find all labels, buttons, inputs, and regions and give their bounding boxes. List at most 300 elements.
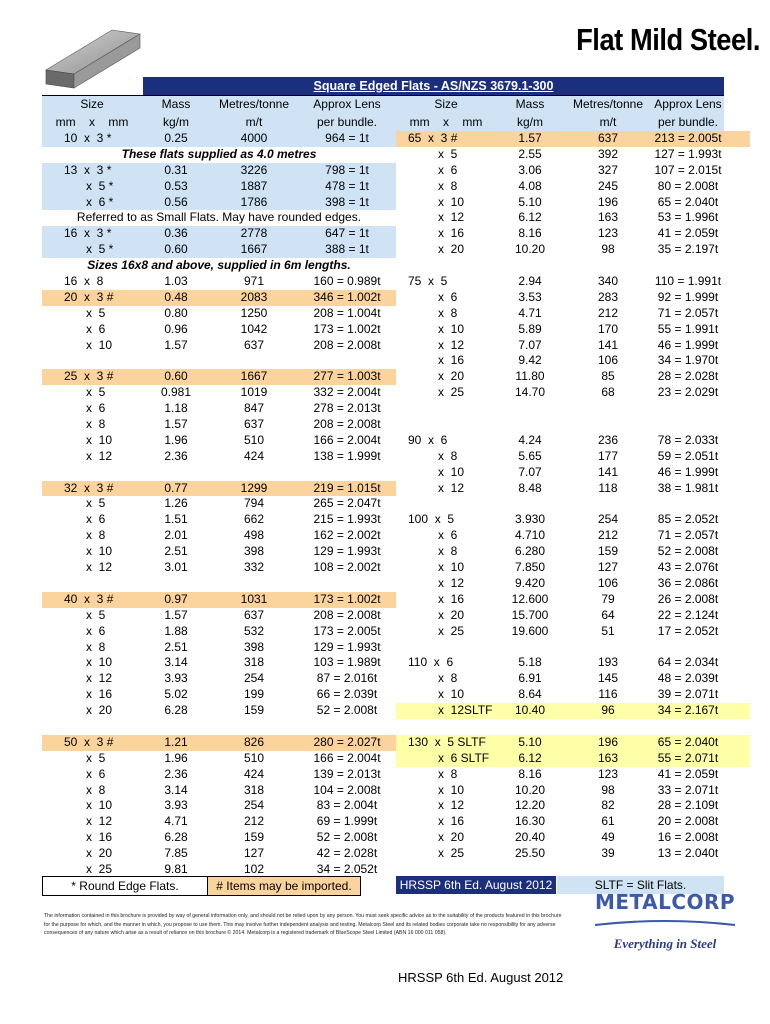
metres-cell: 177 bbox=[597, 448, 619, 463]
lens-cell: 66 = 2.039t bbox=[316, 687, 378, 702]
mass-cell: 3.53 bbox=[518, 289, 542, 304]
metres-cell: 39 bbox=[601, 846, 615, 861]
size-cell: x 10 bbox=[86, 655, 113, 670]
size-cell: x 12 bbox=[438, 798, 465, 813]
size-cell: x 8 bbox=[438, 448, 458, 463]
metres-cell: 116 bbox=[598, 687, 618, 702]
size-cell: x 6 bbox=[86, 401, 106, 416]
header-metres-unit: m/t bbox=[245, 115, 263, 129]
size-cell: x 6 bbox=[438, 528, 458, 543]
lens-cell: 48 = 2.039t bbox=[657, 671, 719, 686]
table-row bbox=[42, 481, 396, 497]
lens-cell: 173 = 1.002t bbox=[313, 321, 381, 336]
lens-cell: 107 = 2.015t bbox=[654, 162, 722, 177]
table-row bbox=[42, 274, 396, 290]
lens-cell: 265 = 2.047t bbox=[313, 496, 381, 511]
size-cell: x 8 bbox=[438, 305, 458, 320]
lens-cell: 129 = 1.993t bbox=[313, 544, 381, 559]
table-row bbox=[396, 290, 750, 306]
metres-cell: 163 bbox=[597, 750, 619, 765]
mass-cell: 2.55 bbox=[518, 146, 542, 161]
lens-cell: 26 = 2.008t bbox=[657, 591, 719, 606]
metres-cell: 1887 bbox=[240, 178, 268, 193]
size-cell: x 12 bbox=[438, 575, 465, 590]
lens-cell: 173 = 2.005t bbox=[313, 623, 381, 638]
lens-cell: 139 = 2.013t bbox=[313, 766, 381, 781]
mass-cell: 1.18 bbox=[164, 401, 188, 416]
lens-cell: 173 = 1.002t bbox=[313, 591, 381, 606]
logo-tagline: Everything in Steel bbox=[613, 936, 717, 951]
lens-cell: 52 = 2.008t bbox=[657, 544, 719, 559]
table-row bbox=[42, 512, 396, 528]
mass-cell: 1.57 bbox=[164, 417, 188, 432]
size-cell: x 10 bbox=[438, 464, 465, 479]
lens-cell: 16 = 2.008t bbox=[657, 830, 719, 845]
mass-cell: 7.07 bbox=[518, 337, 542, 352]
metres-cell: 245 bbox=[597, 178, 619, 193]
size-cell: x 6 SLTF bbox=[438, 750, 490, 765]
table-title-bar: Square Edged Flats - AS/NZS 3679.1-300 bbox=[143, 77, 724, 95]
lens-cell: 798 = 1t bbox=[325, 162, 369, 177]
table-header bbox=[42, 95, 724, 133]
header-mass: Mass bbox=[515, 97, 545, 111]
table-row bbox=[42, 798, 396, 814]
note-text: Referred to as Small Flats. May have rounded edges. bbox=[76, 210, 362, 225]
table-row bbox=[42, 608, 396, 624]
lens-cell: 208 = 1.004t bbox=[313, 305, 381, 320]
metres-cell: 662 bbox=[243, 512, 265, 527]
lens-cell: 478 = 1t bbox=[325, 178, 369, 193]
table-row bbox=[396, 846, 750, 862]
lens-cell: 398 = 1t bbox=[325, 194, 369, 209]
metres-cell: 327 bbox=[597, 162, 619, 177]
metres-cell: 236 bbox=[597, 432, 619, 447]
table-row bbox=[42, 417, 396, 433]
table-row bbox=[396, 449, 750, 465]
table-row bbox=[396, 560, 750, 576]
table-spacer-row bbox=[396, 258, 750, 274]
size-cell: x 20 bbox=[438, 607, 465, 622]
mass-cell: 11.80 bbox=[515, 369, 545, 384]
mass-cell: 5.02 bbox=[164, 687, 188, 702]
metres-cell: 254 bbox=[597, 512, 619, 527]
lens-cell: 55 = 2.071t bbox=[657, 750, 719, 765]
size-cell: x 10 bbox=[438, 782, 465, 797]
mass-cell: 1.51 bbox=[164, 512, 188, 527]
table-row bbox=[396, 322, 750, 338]
table-row bbox=[396, 830, 750, 846]
size-cell: x 20 bbox=[438, 369, 465, 384]
metres-cell: 98 bbox=[601, 242, 615, 257]
table-row bbox=[42, 163, 396, 179]
metres-cell: 212 bbox=[243, 814, 265, 829]
size-cell: x 6 bbox=[438, 162, 458, 177]
metres-cell: 159 bbox=[243, 703, 265, 718]
table-row bbox=[396, 751, 750, 767]
table-spacer-row bbox=[42, 353, 396, 369]
size-cell: x 6 bbox=[86, 512, 106, 527]
table-row bbox=[42, 814, 396, 830]
table-row bbox=[396, 306, 750, 322]
mass-cell: 2.01 bbox=[164, 528, 188, 543]
mass-cell: 2.36 bbox=[164, 766, 188, 781]
size-cell: x 12 bbox=[86, 560, 113, 575]
size-cell: x 12 bbox=[86, 671, 113, 686]
mass-cell: 12.20 bbox=[514, 798, 546, 813]
metres-cell: 141 bbox=[597, 464, 619, 479]
table-spacer-row bbox=[42, 576, 396, 592]
lens-cell: 83 = 2.004t bbox=[316, 798, 378, 813]
metres-cell: 318 bbox=[243, 655, 265, 670]
header-metres: Metres/tonne bbox=[572, 97, 644, 111]
lens-cell: 108 = 2.002t bbox=[313, 560, 381, 575]
mass-cell: 8.64 bbox=[518, 687, 542, 702]
lens-cell: 215 = 1.993t bbox=[313, 512, 381, 527]
size-cell: x 8 bbox=[438, 544, 458, 559]
table-row bbox=[42, 131, 396, 147]
metres-cell: 392 bbox=[597, 146, 619, 161]
lens-cell: 55 = 1.991t bbox=[657, 321, 719, 336]
size-cell: 25 x 3 # bbox=[64, 369, 114, 384]
metres-cell: 637 bbox=[243, 607, 265, 622]
mass-cell: 4.24 bbox=[518, 432, 542, 447]
metres-cell: 159 bbox=[597, 544, 619, 559]
mass-cell: 5.89 bbox=[518, 321, 542, 336]
mass-cell: 20.40 bbox=[514, 830, 546, 845]
metres-cell: 193 bbox=[597, 655, 619, 670]
mass-cell: 8.16 bbox=[518, 766, 542, 781]
lens-cell: 127 = 1.993t bbox=[654, 146, 722, 161]
mass-cell: 1.26 bbox=[164, 496, 188, 511]
lens-cell: 71 = 2.057t bbox=[657, 528, 719, 543]
table-row bbox=[42, 322, 396, 338]
size-cell: x 12 bbox=[438, 337, 465, 352]
size-cell: x 10 bbox=[86, 544, 113, 559]
footer-imported-note: # Items may be imported. bbox=[207, 876, 361, 896]
metres-cell: 82 bbox=[601, 798, 615, 813]
table-row bbox=[396, 592, 750, 608]
table-row bbox=[42, 290, 396, 306]
metres-cell: 398 bbox=[243, 544, 265, 559]
mass-cell: 10.40 bbox=[514, 703, 546, 718]
table-row bbox=[42, 496, 396, 512]
mass-cell: 1.57 bbox=[164, 607, 188, 622]
size-cell: x 20 bbox=[438, 242, 465, 257]
metres-cell: 1042 bbox=[240, 321, 268, 336]
size-cell: 100 x 5 bbox=[408, 512, 455, 527]
metres-cell: 127 bbox=[243, 846, 265, 861]
mass-cell: 5.65 bbox=[518, 448, 542, 463]
metres-cell: 106 bbox=[597, 353, 619, 368]
lens-cell: 208 = 2.008t bbox=[313, 607, 381, 622]
table-row bbox=[42, 687, 396, 703]
size-cell: x 16 bbox=[438, 591, 465, 606]
metres-cell: 68 bbox=[601, 385, 615, 400]
size-cell: x 8 bbox=[86, 639, 106, 654]
mass-cell: 3.930 bbox=[514, 512, 546, 527]
table-spacer-row bbox=[396, 640, 750, 656]
lens-cell: 28 = 2.109t bbox=[657, 798, 719, 813]
size-cell: x 25 bbox=[86, 861, 113, 876]
table-spacer-row bbox=[396, 417, 750, 433]
header-metres-unit: m/t bbox=[599, 115, 617, 129]
size-cell: x 10 bbox=[438, 194, 465, 209]
lens-cell: 280 = 2.027t bbox=[313, 734, 381, 749]
size-cell: 20 x 3 # bbox=[64, 289, 114, 304]
table-row bbox=[42, 655, 396, 671]
lens-cell: 33 = 2.071t bbox=[657, 782, 719, 797]
table-row bbox=[396, 179, 750, 195]
table-row bbox=[42, 703, 396, 719]
lens-cell: 129 = 1.993t bbox=[313, 639, 381, 654]
lens-cell: 65 = 2.040t bbox=[657, 194, 719, 209]
table-row bbox=[42, 338, 396, 354]
metres-cell: 1019 bbox=[240, 385, 268, 400]
mass-cell: 3.06 bbox=[518, 162, 542, 177]
lens-cell: 964 = 1t bbox=[325, 131, 369, 145]
header-lens: Approx Lens bbox=[313, 97, 381, 111]
metres-cell: 145 bbox=[597, 671, 619, 686]
lens-cell: 28 = 2.028t bbox=[657, 369, 719, 384]
mass-cell: 16.30 bbox=[514, 814, 546, 829]
size-cell: 50 x 3 # bbox=[64, 734, 114, 749]
header-lens-unit: per bundle. bbox=[657, 115, 719, 129]
metres-cell: 1250 bbox=[240, 305, 268, 320]
lens-cell: 277 = 1.003t bbox=[313, 369, 381, 384]
metres-cell: 98 bbox=[601, 782, 615, 797]
mass-cell: 3.93 bbox=[164, 671, 188, 686]
lens-cell: 166 = 2.004t bbox=[313, 750, 381, 765]
lens-cell: 13 = 2.040t bbox=[657, 846, 719, 861]
table-row bbox=[42, 560, 396, 576]
mass-cell: 0.56 bbox=[164, 194, 188, 209]
metres-cell: 85 bbox=[601, 369, 615, 384]
lens-cell: 388 = 1t bbox=[325, 242, 369, 257]
mass-cell: 0.60 bbox=[164, 369, 188, 384]
lens-cell: 71 = 2.057t bbox=[657, 305, 719, 320]
table-row bbox=[42, 195, 396, 211]
lens-cell: 41 = 2.059t bbox=[657, 766, 719, 781]
metres-cell: 118 bbox=[598, 480, 618, 495]
logo-wordmark: METALCORP bbox=[594, 890, 736, 914]
metres-cell: 847 bbox=[243, 401, 265, 416]
size-cell: x 16 bbox=[86, 687, 113, 702]
table-row bbox=[396, 226, 750, 242]
table-row bbox=[396, 798, 750, 814]
table-row bbox=[396, 608, 750, 624]
header-size-units: mm x mm bbox=[409, 115, 483, 129]
lens-cell: 53 = 1.996t bbox=[657, 210, 719, 225]
table-row bbox=[42, 449, 396, 465]
footer-edition: HRSSP 6th Ed. August 2012 bbox=[396, 876, 556, 894]
lens-cell: 39 = 2.071t bbox=[657, 687, 719, 702]
metres-cell: 96 bbox=[601, 703, 615, 718]
header-mass-unit: kg/m bbox=[516, 115, 543, 129]
table-row bbox=[396, 163, 750, 179]
mass-cell: 6.91 bbox=[518, 671, 542, 686]
table-spacer-row bbox=[396, 719, 750, 735]
metres-cell: 1667 bbox=[240, 242, 268, 257]
mass-cell: 6.280 bbox=[514, 544, 546, 559]
table-row bbox=[42, 640, 396, 656]
mass-cell: 0.97 bbox=[164, 591, 188, 606]
bottom-edition-text: HRSSP 6th Ed. August 2012 bbox=[398, 970, 564, 985]
mass-cell: 7.850 bbox=[514, 560, 546, 575]
metres-cell: 163 bbox=[597, 210, 619, 225]
header-size: Size bbox=[80, 97, 104, 111]
table-row bbox=[42, 544, 396, 560]
size-cell: x 5 bbox=[86, 305, 106, 320]
header-size-units: mm x mm bbox=[55, 115, 129, 129]
metres-cell: 170 bbox=[597, 321, 619, 336]
mass-cell: 1.57 bbox=[164, 337, 188, 352]
metres-cell: 2083 bbox=[240, 289, 268, 304]
lens-cell: 110 = 1.991t bbox=[654, 274, 722, 289]
lens-cell: 38 = 1.981t bbox=[657, 480, 719, 495]
size-cell: 16 x 8 bbox=[64, 274, 104, 289]
mass-cell: 3.93 bbox=[164, 798, 188, 813]
header-lens: Approx Lens bbox=[654, 97, 722, 111]
table-row bbox=[42, 624, 396, 640]
lens-cell: 52 = 2.008t bbox=[316, 830, 378, 845]
table-row bbox=[396, 703, 750, 719]
table-spacer-row bbox=[42, 719, 396, 735]
mass-cell: 1.57 bbox=[518, 131, 542, 145]
lens-cell: 208 = 2.008t bbox=[313, 417, 381, 432]
size-cell: x 16 bbox=[438, 226, 465, 241]
mass-cell: 15.700 bbox=[511, 607, 549, 622]
table-row bbox=[396, 131, 750, 147]
lens-cell: 78 = 2.033t bbox=[657, 432, 719, 447]
metres-cell: 1667 bbox=[240, 369, 268, 384]
table-row bbox=[396, 687, 750, 703]
mass-cell: 0.96 bbox=[164, 321, 188, 336]
metres-cell: 2778 bbox=[240, 226, 268, 241]
mass-cell: 6.28 bbox=[164, 830, 188, 845]
table-row bbox=[42, 751, 396, 767]
lens-cell: 34 = 2.167t bbox=[657, 703, 719, 718]
lens-cell: 41 = 2.059t bbox=[657, 226, 719, 241]
lens-cell: 80 = 2.008t bbox=[657, 178, 719, 193]
mass-cell: 5.18 bbox=[518, 655, 542, 670]
size-cell: 65 x 3 # bbox=[408, 131, 458, 145]
size-cell: 13 x 3 * bbox=[64, 162, 112, 177]
metres-cell: 212 bbox=[597, 305, 619, 320]
table-row bbox=[42, 401, 396, 417]
size-cell: 10 x 3 * bbox=[64, 131, 112, 145]
mass-cell: 6.12 bbox=[518, 750, 542, 765]
mass-cell: 6.28 bbox=[164, 703, 188, 718]
size-cell: x 5 bbox=[86, 496, 106, 511]
size-cell: x 6 bbox=[86, 321, 106, 336]
size-cell: x 5 bbox=[438, 146, 458, 161]
lens-cell: 647 = 1t bbox=[325, 226, 369, 241]
mass-cell: 10.20 bbox=[514, 242, 546, 257]
metres-cell: 510 bbox=[243, 432, 265, 447]
metres-cell: 637 bbox=[597, 131, 619, 145]
table-row bbox=[42, 306, 396, 322]
size-cell: x 25 bbox=[438, 385, 465, 400]
size-cell: x 8 bbox=[438, 671, 458, 686]
table-row bbox=[42, 830, 396, 846]
size-cell: x 5 * bbox=[86, 178, 114, 193]
metres-cell: 159 bbox=[243, 830, 265, 845]
mass-cell: 3.14 bbox=[164, 655, 188, 670]
metres-cell: 398 bbox=[243, 639, 265, 654]
lens-cell: 42 = 2.028t bbox=[316, 846, 378, 861]
metres-cell: 123 bbox=[597, 766, 619, 781]
mass-cell: 0.36 bbox=[164, 226, 188, 241]
disclaimer-text: The information contained in this brochure is provided by way of general information only, and should not be relied upon by any person. You must seek specific advice as to the suitability of the products featured in this brochure for the purpose for which, and the manner in which, you propose to use them. This may involve further independent analysis and testing. Metalcorp Steel and its related bodies corporate take no responsibility for any adverse consequences of any nature which arise as a result of reliance on this brochure © 2014. Metalcorp is a registered trademark of BlueScope Steel Limited (ABN 16 000 011 058). bbox=[44, 913, 562, 936]
metalcorp-logo bbox=[590, 890, 740, 952]
table-row bbox=[396, 242, 750, 258]
mass-cell: 0.31 bbox=[164, 162, 188, 177]
size-cell: 16 x 3 * bbox=[64, 226, 112, 241]
table-row bbox=[396, 353, 750, 369]
table-row bbox=[396, 544, 750, 560]
mass-cell: 0.48 bbox=[164, 289, 188, 304]
mass-cell: 4.71 bbox=[518, 305, 542, 320]
size-cell: x 25 bbox=[438, 846, 465, 861]
metres-cell: 340 bbox=[597, 274, 619, 289]
mass-cell: 3.14 bbox=[164, 782, 188, 797]
mass-cell: 0.53 bbox=[164, 178, 188, 193]
mass-cell: 10.20 bbox=[514, 782, 546, 797]
size-cell: x 12 bbox=[86, 814, 113, 829]
table-row bbox=[42, 179, 396, 195]
metres-cell: 49 bbox=[601, 830, 615, 845]
metres-cell: 123 bbox=[597, 226, 619, 241]
metres-cell: 51 bbox=[601, 623, 615, 638]
size-cell: x 10 bbox=[86, 798, 113, 813]
mass-cell: 1.03 bbox=[164, 274, 188, 289]
mass-cell: 19.600 bbox=[511, 623, 549, 638]
table-spacer-row bbox=[42, 465, 396, 481]
lens-cell: 69 = 1.999t bbox=[316, 814, 378, 829]
metres-cell: 637 bbox=[243, 337, 265, 352]
table-row bbox=[396, 195, 750, 211]
table-spacer-row bbox=[396, 401, 750, 417]
lens-cell: 46 = 1.999t bbox=[657, 464, 719, 479]
metres-cell: 64 bbox=[601, 607, 615, 622]
table-row bbox=[396, 147, 750, 163]
table-row bbox=[396, 814, 750, 830]
metres-cell: 971 bbox=[243, 274, 265, 289]
mass-cell: 1.96 bbox=[164, 432, 188, 447]
metres-cell: 3226 bbox=[240, 162, 268, 177]
size-cell: x 16 bbox=[438, 814, 465, 829]
table-row bbox=[42, 735, 396, 751]
table-row bbox=[396, 655, 750, 671]
mass-cell: 9.81 bbox=[164, 861, 188, 876]
metres-cell: 254 bbox=[243, 671, 265, 686]
lens-cell: 213 = 2.005t bbox=[654, 131, 722, 145]
table-row bbox=[396, 735, 750, 751]
metres-cell: 196 bbox=[597, 734, 619, 749]
lens-cell: 103 = 1.989t bbox=[313, 655, 381, 670]
table-row bbox=[42, 433, 396, 449]
table-row bbox=[396, 512, 750, 528]
lens-cell: 34 = 2.052t bbox=[316, 861, 378, 876]
metres-cell: 102 bbox=[243, 861, 265, 876]
mass-cell: 7.85 bbox=[164, 846, 188, 861]
mass-cell: 9.42 bbox=[518, 353, 542, 368]
size-cell: x 20 bbox=[86, 846, 113, 861]
lens-cell: 346 = 1.002t bbox=[313, 289, 381, 304]
metres-cell: 283 bbox=[597, 289, 619, 304]
table-row bbox=[396, 783, 750, 799]
lens-cell: 332 = 2.004t bbox=[313, 385, 381, 400]
